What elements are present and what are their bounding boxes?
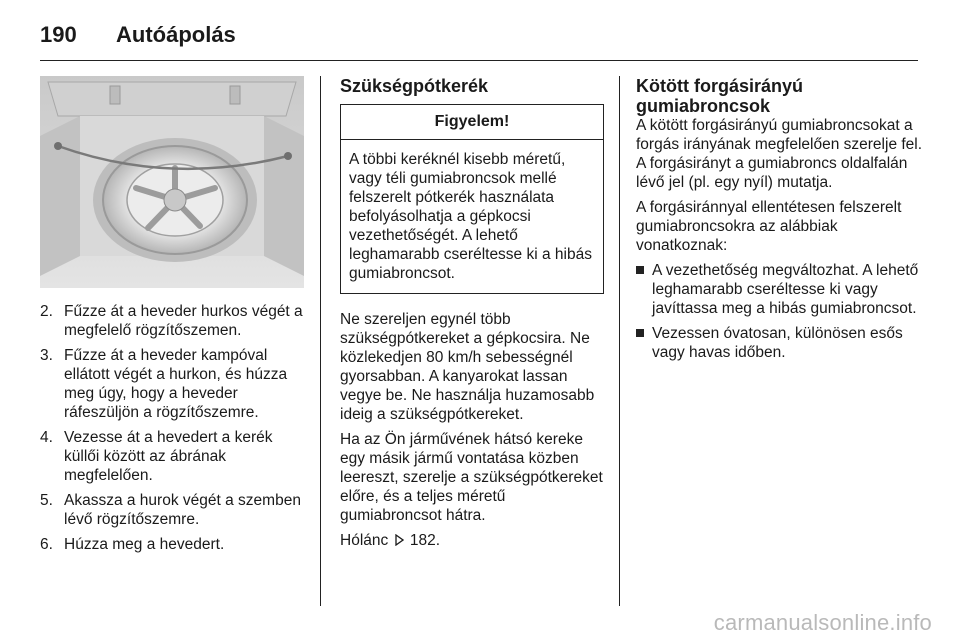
step-number: 6. [40, 536, 53, 553]
section-title: Autóápolás [116, 22, 236, 47]
step-number: 2. [40, 303, 53, 320]
step-text: Fűzze át a heveder kampóval ellátott végét a hurkon, és húzza meg úgy, hogy a heveder ráfeszüljön a rögzítőszemre. [64, 347, 288, 421]
step-number: 5. [40, 492, 53, 509]
watermark: carmanualsonline.info [713, 610, 932, 635]
column-2 [340, 76, 604, 556]
header-rule [40, 60, 918, 61]
column-divider-2 [619, 76, 620, 606]
warning-box [340, 104, 604, 294]
snow-chain-page-link[interactable]: 182. [409, 532, 441, 549]
step-text: Húzza meg a hevedert. [64, 536, 225, 553]
list-item [636, 324, 926, 362]
directional-tires-heading: Kötött forgásirányú gumiabroncsok [636, 76, 804, 116]
step-number: 3. [40, 347, 53, 364]
warning-text: A többi keréknél kisebb méretű, vagy téli gumiabroncsok mellé felszerelt pótkerék használata befolyásolhatja a gépkocsi vezethetőségét. A lehető leghamarabb cseréltesse ki a hibás gumiabroncsot. [349, 151, 592, 282]
bullet-square-icon [636, 329, 644, 337]
step-text: Akassza a hurok végét a szemben lévő rögzítőszemre. [64, 492, 301, 528]
step-text: Vezesse át a hevedert a kerék küllői között az ábrának megfelelően. [64, 429, 273, 484]
directional-paragraph-1: A kötött forgásirányú gumiabroncsokat a forgás irányának megfelelően szerelje fel. A forgásirányt a gumiabroncs oldalfalán lévő jel (pl. egy nyíl) mutatja. [636, 117, 923, 191]
list-item [636, 261, 926, 318]
instruction-steps [40, 302, 304, 554]
step-item [40, 535, 304, 554]
page-header [40, 14, 920, 54]
spare-paragraph-2: Ha az Ön járművének hátsó kereke egy másik jármű vontatása közben leereszt, szerelje a szükségpótkereket előre, és a teljes méretű gumiabroncsot hátra. [340, 431, 603, 524]
warning-title: Figyelem! [341, 105, 603, 140]
step-item [40, 491, 304, 529]
page-reference-arrow-icon [395, 534, 404, 546]
step-item [40, 346, 304, 422]
bullet-square-icon [636, 266, 644, 274]
column-1 [40, 76, 304, 560]
snow-chain-label: Hólánc [340, 532, 389, 549]
snow-chain-reference [340, 531, 604, 550]
directional-paragraph-2: A forgásiránnyal ellentétesen felszerelt gumiabroncsokra az alábbiak vonatkoznak: [636, 199, 902, 254]
spare-wheel-heading: Szükségpótkerék [340, 76, 489, 96]
bullet-text: A vezethetőség megváltozhat. A lehető leghamarabb cseréltesse ki vagy javíttassa meg a hibás gumiabroncsot. [652, 262, 919, 317]
bullet-text: Vezessen óvatosan, különösen esős vagy havas időben. [652, 325, 903, 361]
step-item [40, 302, 304, 340]
column-divider-1 [320, 76, 321, 606]
step-item [40, 428, 304, 485]
directional-bullet-list [636, 261, 926, 362]
step-number: 4. [40, 429, 53, 446]
step-text: Fűzze át a heveder hurkos végét a megfelelő rögzítőszemen. [64, 303, 303, 339]
column-3 [636, 76, 926, 368]
page-number: 190 [40, 22, 77, 47]
spare-wheel-illustration [40, 76, 304, 288]
spare-paragraph-1: Ne szereljen egynél több szükségpótkereket a gépkocsira. Ne közlekedjen 80 km/h sebességnél gyorsabban. A kanyarokat lassan vegye be. Ne használja huzamosabb ideig a szükségpótkereket. [340, 311, 595, 423]
